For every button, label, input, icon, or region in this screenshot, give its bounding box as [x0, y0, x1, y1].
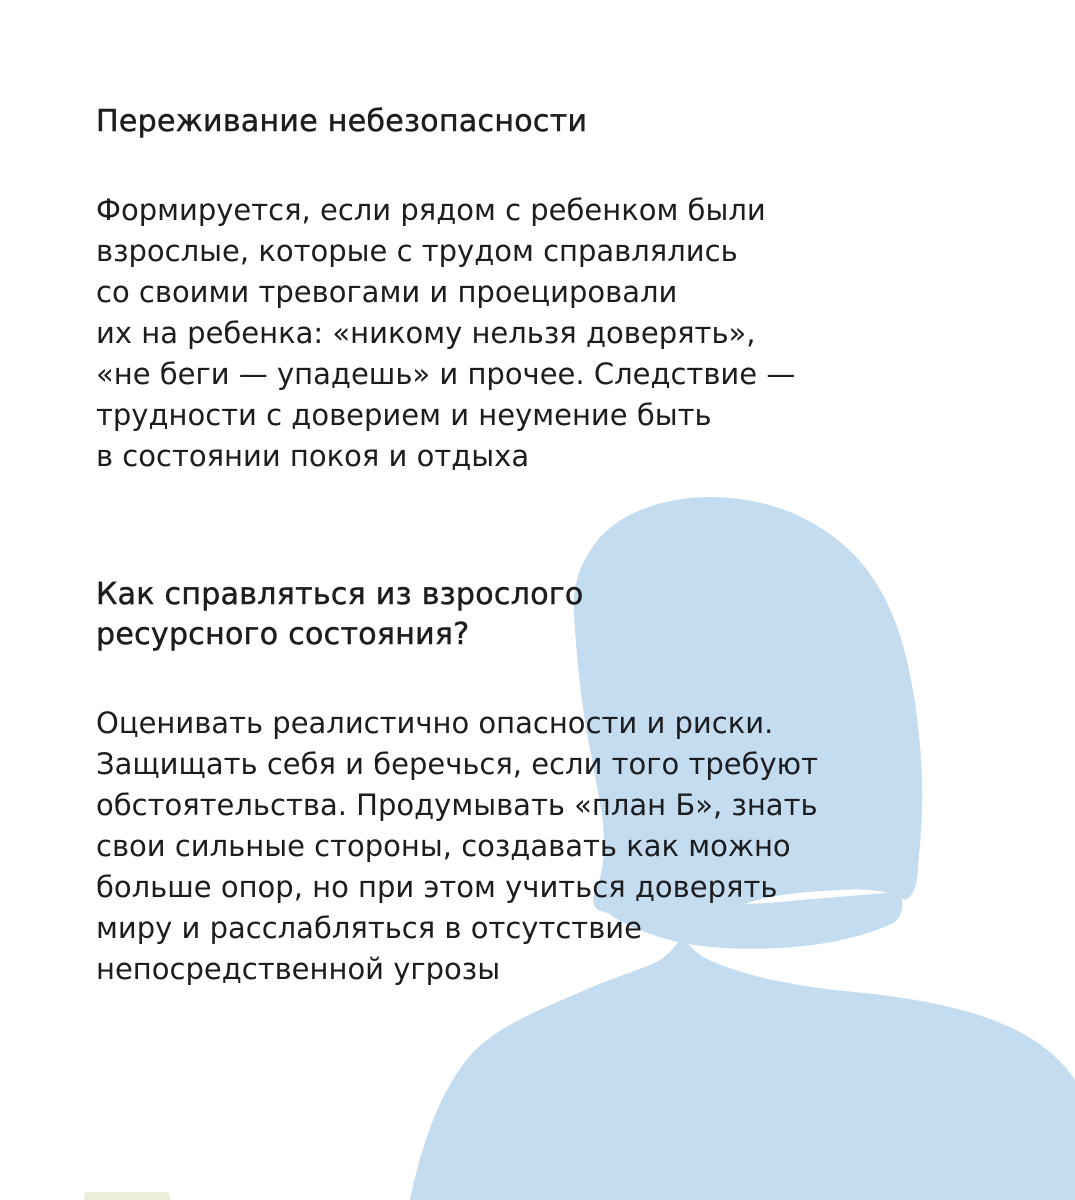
body-line: со своими тревогами и проецировали [96, 275, 678, 309]
body-line: в состоянии покоя и отдыха [96, 439, 530, 473]
body-line: Защищать себя и беречься, если того требуют [96, 747, 818, 781]
body-line: Оценивать реалистично опасности и риски. [96, 706, 774, 740]
body-line: взрослые, которые с трудом справлялись [96, 234, 738, 268]
content [96, 102, 996, 990]
body-line: «не беги — упадешь» и прочее. Следствие — [96, 357, 796, 391]
body-line: трудности с доверием и неумение быть [96, 398, 712, 432]
section-title-insecurity: Переживание небезопасности [96, 104, 588, 139]
footer-accent-mark [84, 1192, 170, 1200]
section-body-coping [96, 703, 996, 990]
body-line: обстоятельства. Продумывать «план Б», знать [96, 788, 818, 822]
body-line: Формируется, если рядом с ребенком были [96, 193, 766, 227]
body-line: свои сильные стороны, создавать как можно [96, 829, 791, 863]
body-line: их на ребенка: «никому нельзя доверять», [96, 316, 756, 350]
section-body-insecurity [96, 190, 996, 477]
body-line: непосредственной угрозы [96, 952, 501, 986]
body-line: миру и расслабляться в отсутствие [96, 911, 642, 945]
section-title-coping: Как справляться из взрослого ресурсного состояния? [96, 577, 584, 652]
body-line: больше опор, но при этом учиться доверять [96, 870, 778, 904]
